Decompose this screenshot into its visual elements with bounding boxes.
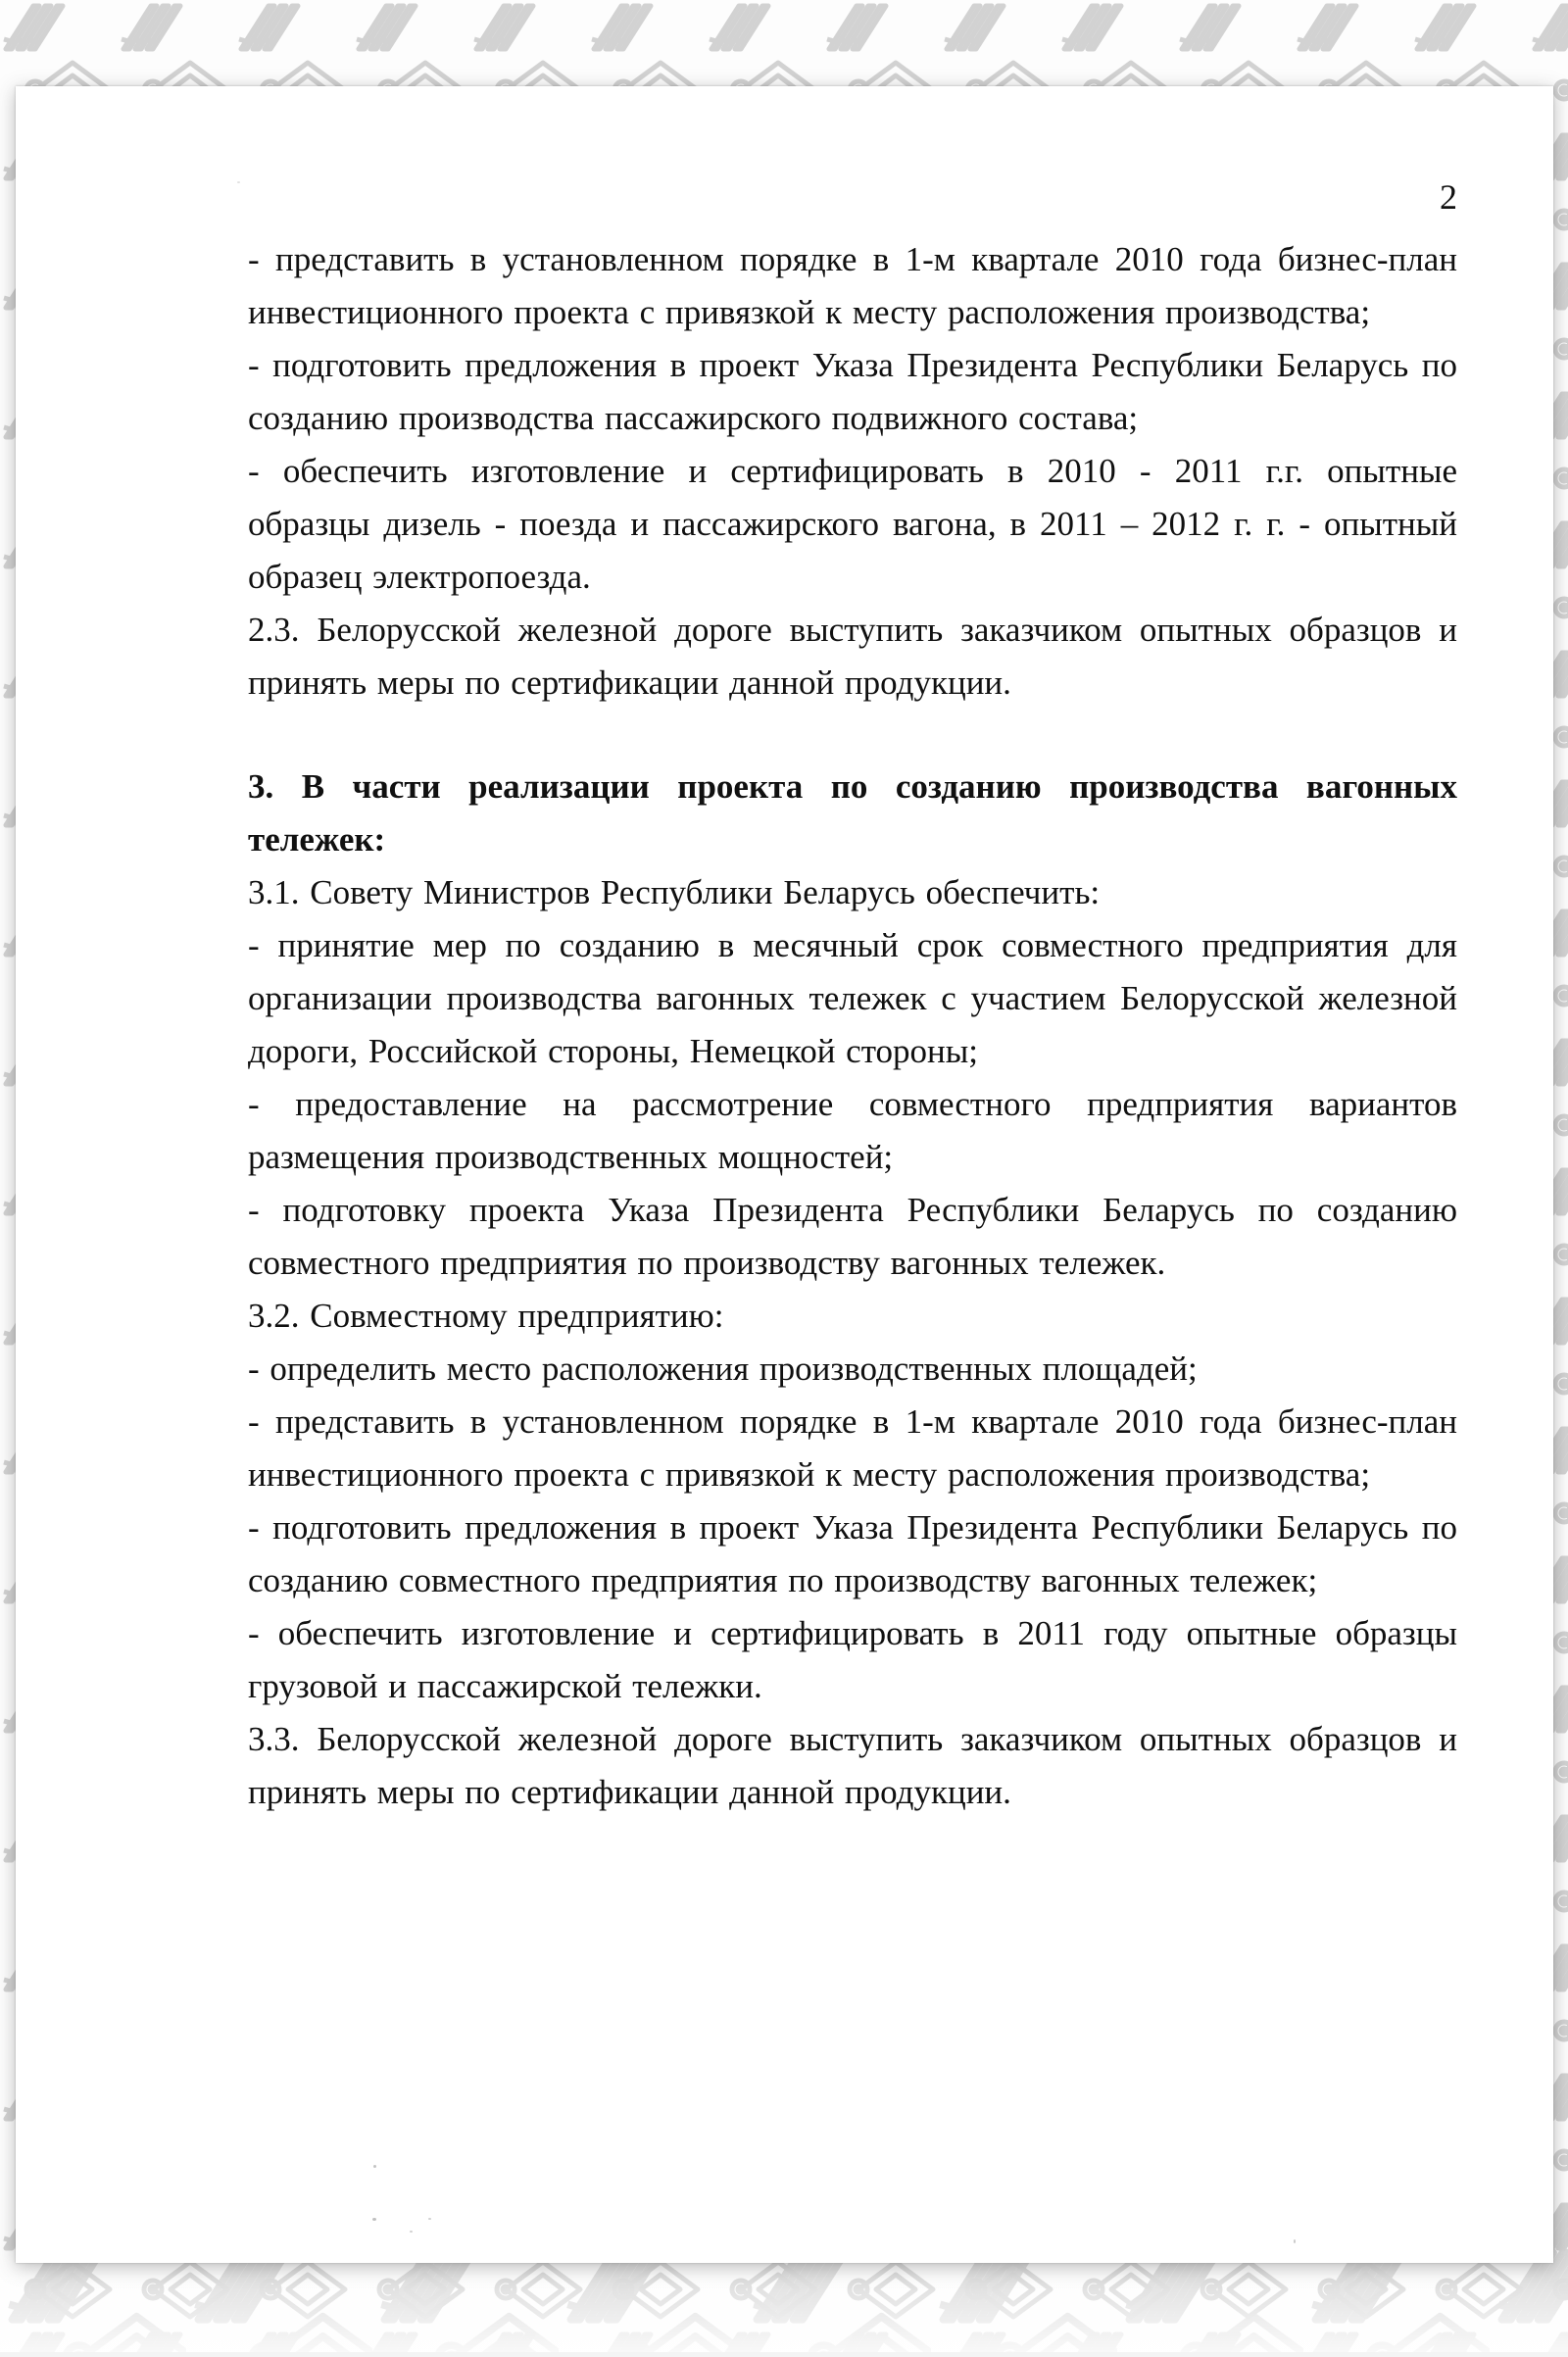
paragraph: 2.3. Белорусской железной дороге выступить заказчиком опытных образцов и принять меры по сертификации данной продукции. [248, 611, 1457, 702]
scan-speck [410, 2231, 413, 2233]
scan-speck [237, 181, 240, 183]
paragraph: - обеспечить изготовление и сертифицировать в 2010 - 2011 г.г. опытные образцы дизель - поезда и пассажирского вагона, в 2011 – 2012 г. г. - опытный образец электропоезда. [248, 452, 1457, 596]
paragraph: 3.1. Совету Министров Республики Беларусь обеспечить: [248, 873, 1101, 911]
paragraph: - принятие мер по созданию в месячный срок совместного предприятия для организации производства вагонных тележек с участием Белорусской железной дороги, Российской стороны, Немецкой стороны; [248, 926, 1457, 1070]
section-heading: 3. В части реализации проекта по созданию производства вагонных тележек: [248, 767, 1457, 859]
scan-speck [373, 2165, 376, 2168]
paragraph: - подготовить предложения в проект Указа Президента Республики Беларусь по созданию совместного предприятия по производству вагонных тележек; [248, 1508, 1457, 1599]
paragraph: - обеспечить изготовление и сертифицировать в 2011 году опытные образцы грузовой и пассажирской тележки. [248, 1614, 1457, 1705]
paragraph: - предоставление на рассмотрение совместного предприятия вариантов размещения производственных мощностей; [248, 1085, 1457, 1176]
scan-speck [372, 2218, 376, 2221]
paragraph: 3.3. Белорусской железной дороге выступить заказчиком опытных образцов и принять меры по сертификации данной продукции. [248, 1720, 1457, 1811]
scan-speck [1294, 2239, 1296, 2243]
paragraph: - представить в установленном порядке в 1-м квартале 2010 года бизнес-план инвестиционного проекта с привязкой к месту расположения производства; [248, 240, 1457, 331]
paragraph: - подготовку проекта Указа Президента Республики Беларусь по созданию совместного предприятия по производству вагонных тележек. [248, 1191, 1457, 1282]
document-page [16, 86, 1553, 2263]
paragraph: - подготовить предложения в проект Указа Президента Республики Беларусь по созданию производства пассажирского подвижного состава; [248, 346, 1457, 437]
paragraph: 3.2. Совместному предприятию: [248, 1297, 724, 1335]
page-number: 2 [1440, 177, 1457, 217]
document-text [248, 233, 1457, 1819]
scan-speck [428, 2218, 431, 2220]
paragraph: - представить в установленном порядке в 1-м квартале 2010 года бизнес-план инвестиционного проекта с привязкой к месту расположения производства; [248, 1402, 1457, 1494]
paragraph: - определить место расположения производственных площадей; [248, 1350, 1198, 1388]
